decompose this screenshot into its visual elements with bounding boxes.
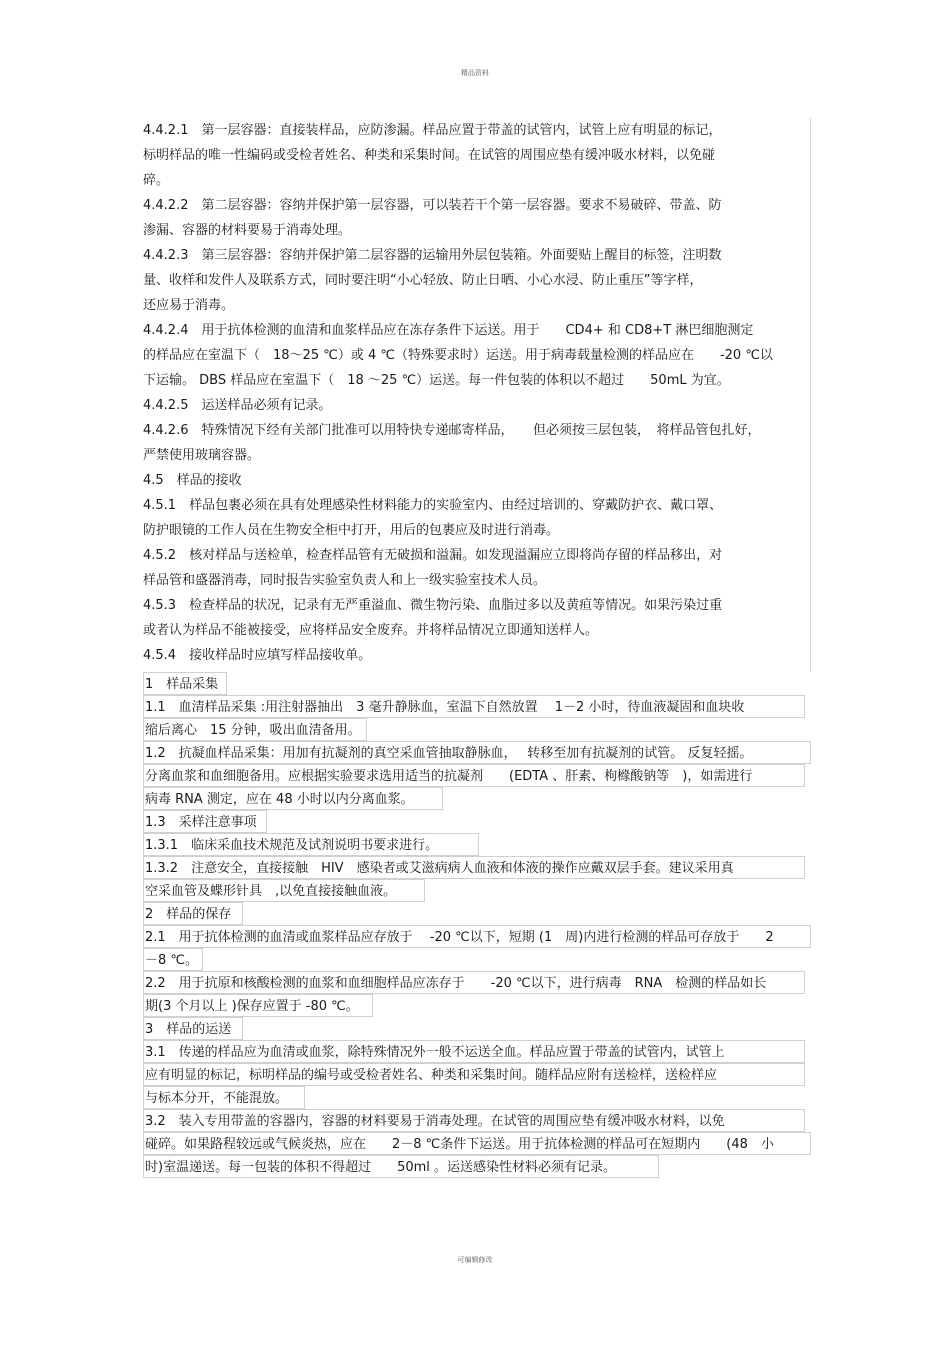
text-line: 或者认为样品不能被接受，应将样品安全废弃。并将样品情况立即通知送样人。	[143, 623, 599, 638]
text-line: 防护眼镜的工作人员在生物安全柜中打开，用后的包裹应及时进行消毒。	[143, 523, 560, 538]
text-line: 1.2 抗凝血样品采集：用加有抗凝剂的真空采血管抽取静脉血， 转移至加有抗凝剂的试管。 反复轻摇。	[143, 741, 811, 764]
text-line: 时)室温递送。每一包装的体积不得超过 50ml 。运送感染性材料必须有记录。	[143, 1155, 659, 1178]
text-line: 碎。	[143, 173, 170, 188]
text-line: 4.5.3 检查样品的状况，记录有无严重溢血、微生物污染、血脂过多以及黄疸等情况。如果污染过重	[143, 598, 723, 613]
text-line: 与标本分开，不能混放。	[143, 1086, 305, 1109]
text-line: 严禁使用玻璃容器。	[143, 448, 261, 463]
text-line: 2.1 用于抗体检测的血清或血浆样品应存放于 -20 ℃以下，短期 (1 周)内进行检测的样品可存放于 2	[143, 925, 811, 948]
text-line: 1.3.1 临床采血技术规范及试剂说明书要求进行。	[143, 833, 479, 856]
text-line: 4.5.2 核对样品与送检单，检查样品管有无破损和溢漏。如发现溢漏应立即将尚存留的样品移出，对	[143, 548, 723, 563]
text-line: 4.4.2.5 运送样品必须有记录。	[143, 398, 332, 413]
text-line: 渗漏、容器的材料要易于消毒处理。	[143, 223, 352, 238]
text-line: 4.4.2.6 特殊情况下经有关部门批准可以用特快专递邮寄样品， 但必须按三层包装， 将样品管包扎好，	[143, 423, 761, 438]
text-line: 3.2 装入专用带盖的容器内，容器的材料要易于消毒处理。在试管的周围应垫有缓冲吸水材料，以免	[143, 1109, 805, 1132]
text-line: 缩后离心 15 分钟，吸出血清备用。	[143, 718, 367, 741]
text-line: 3.1 传递的样品应为血清或血浆，除特殊情况外一般不运送全血。样品应置于带盖的试管内，试管上	[143, 1040, 805, 1063]
document-body	[143, 118, 811, 1178]
section-heading: 1.3 采样注意事项	[143, 810, 267, 833]
section-heading: 1 样品采集	[143, 672, 227, 695]
text-line: 还应易于消毒。	[143, 298, 235, 313]
text-line: 下运输。 DBS 样品应在室温下（ 18 ～25 ℃）运送。每一件包装的体积以不超过 50mL 为宜。	[143, 373, 730, 388]
section-transport-reception	[143, 118, 811, 672]
text-line: 标明样品的唯一性编码或受检者姓名、种类和采集时间。在试管的周围应垫有缓冲吸水材料，以免碰	[143, 148, 716, 163]
text-line: 4.5.1 样品包裹必须在具有处理感染性材料能力的实验室内、由经过培训的、穿戴防护衣、戴口罩、	[143, 498, 723, 513]
text-line: 病毒 RNA 测定，应在 48 小时以内分离血浆。	[143, 787, 443, 810]
section-heading: 3 样品的运送	[143, 1017, 243, 1040]
text-line: 4.4.2.2 第二层容器：容纳并保护第一层容器，可以装若干个第一层容器。要求不易破碎、带盖、防	[143, 198, 722, 213]
text-line: 4.4.2.3 第三层容器：容纳并保护第二层容器的运输用外层包装箱。外面要贴上醒目的标签，注明数	[143, 248, 722, 263]
text-line: 碰碎。如果路程较远或气候炎热，应在 2－8 ℃条件下运送。用于抗体检测的样品可在短期内 (48 小	[143, 1132, 811, 1155]
text-line: 应有明显的标记，标明样品的编号或受检者姓名、种类和采集时间。随样品应附有送检样，送检样应	[143, 1063, 805, 1086]
text-line: 4.5.4 接收样品时应填写样品接收单。	[143, 648, 372, 663]
page-footer: 可编辑修改	[457, 1256, 493, 1264]
section-heading: 4.5 样品的接收	[143, 473, 242, 488]
text-line: 4.4.2.4 用于抗体检测的血清和血浆样品应在冻存条件下运送。用于 CD4+ 和 CD8+T 淋巴细胞测定	[143, 323, 754, 338]
section-heading: 2 样品的保存	[143, 902, 243, 925]
text-line: 期(3 个月以上 )保存应置于 -80 ℃。	[143, 994, 373, 1017]
page-header: 精品资料	[461, 69, 489, 77]
text-line: 4.4.2.1 第一层容器：直接装样品，应防渗漏。样品应置于带盖的试管内，试管上应有明显的标记，	[143, 123, 722, 138]
text-line: －8 ℃。	[143, 948, 203, 971]
text-line: 1.3.2 注意安全，直接接触 HIV 感染者或艾滋病病人血液和体液的操作应戴双层手套。建议采用真	[143, 856, 805, 879]
section-sampling	[143, 672, 811, 1178]
text-line: 量、收样和发件人及联系方式，同时要注明“小心轻放、防止日晒、小心水浸、防止重压”等字样，	[143, 273, 703, 288]
text-line: 分离血浆和血细胞备用。应根据实验要求选用适当的抗凝剂 (EDTA 、肝素、枸橼酸钠等 )，如需进行	[143, 764, 805, 787]
text-line: 1.1 血清样品采集 :用注射器抽出 3 毫升静脉血，室温下自然放置 1－2 小时，待血液凝固和血块收	[143, 695, 805, 718]
text-line: 样品管和盛器消毒，同时报告实验室负责人和上一级实验室技术人员。	[143, 573, 547, 588]
text-line: 的样品应在室温下（ 18～25 ℃）或 4 ℃（特殊要求时）运送。用于病毒载量检测的样品应在 -20 ℃以	[143, 348, 773, 363]
text-line: 空采血管及蝶形针具 ,以免直接接触血液。	[143, 879, 425, 902]
text-line: 2.2 用于抗原和核酸检测的血浆和血细胞样品应冻存于 -20 ℃以下，进行病毒 RNA 检测的样品如长	[143, 971, 805, 994]
